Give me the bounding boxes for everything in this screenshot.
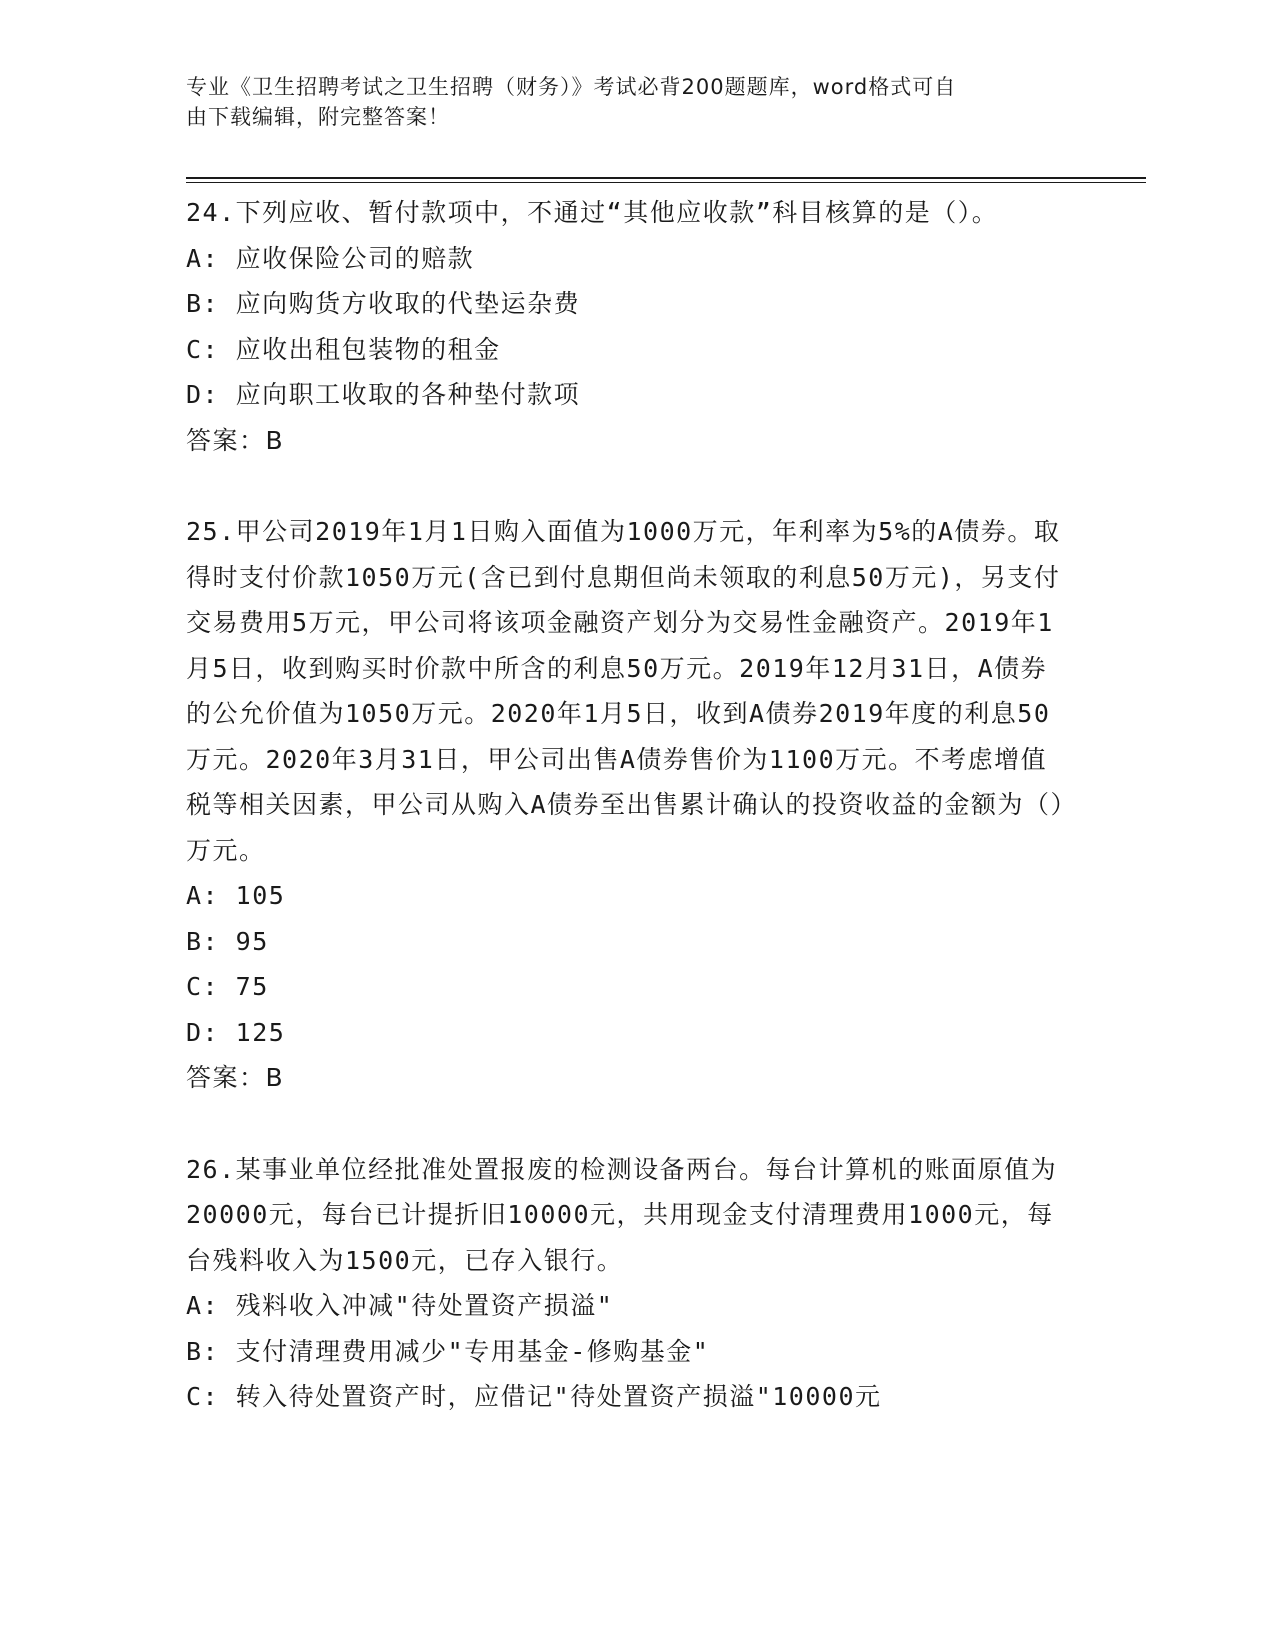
option-c: C: 75: [186, 972, 269, 1001]
question-24: [186, 190, 1066, 463]
option-c: C: 应收出租包装物的租金: [186, 334, 501, 364]
option-b: B: 95: [186, 926, 269, 956]
option-a: A: 105: [186, 881, 286, 910]
question-stem: 26.某事业单位经批准处置报废的检测设备两台。每台计算机的账面原值为20000元，每台已计提折旧10000元，共用现金支付清理费用1000元，每台残料收入为1500元，已存入银行。: [186, 1154, 1058, 1275]
document-header: [186, 72, 1066, 132]
option-c: C: 转入待处置资产时，应借记"待处置资产损溢"10000元: [186, 1382, 882, 1411]
option-b: B: 应向购货方收取的代垫运杂费: [186, 289, 581, 318]
option-b: B: 支付清理费用减少"专用基金-修购基金": [186, 1336, 710, 1366]
header-line-2: 由下载编辑，附完整答案！: [186, 105, 450, 129]
header-divider-thick: [186, 177, 1146, 179]
question-stem: 25.甲公司2019年1月1日购入面值为1000万元，年利率为5%的A债券。取得时支付价款1050万元(含已到付息期但尚未领取的利息50万元)，另支付交易费用5万元，甲公司将该项金融资产划分为交易性金融资产。2019年1月5日，收到购买时价款中所含的利息50万元。2019年12月31日，A债券的公允价值为1050万元。2020年1月5日，收到A债券2019年度的利息50万元。2020年3月31日，甲公司出售A债券售价为1100万元。不考虑增值税等相关因素，甲公司从购入A债券至出售累计确认的投资收益的金额为（）万元。: [186, 517, 1065, 865]
question-26: [186, 1147, 1066, 1420]
option-a: A: 应收保险公司的赔款: [186, 243, 475, 273]
header-divider-thin: [186, 182, 1146, 183]
answer-line: 答案：B: [186, 1063, 285, 1092]
question-25: [186, 509, 1066, 1101]
header-line-1: 专业《卫生招聘考试之卫生招聘（财务）》考试必背200题题库，word格式可自: [186, 75, 957, 99]
answer-line: 答案：B: [186, 425, 285, 455]
question-list: [186, 190, 1066, 1420]
option-d: D: 125: [186, 1017, 286, 1047]
question-stem: 24.下列应收、暂付款项中，不通过“其他应收款”科目核算的是（）。: [186, 198, 999, 227]
option-a: A: 残料收入冲减"待处置资产损溢": [186, 1291, 614, 1320]
option-d: D: 应向职工收取的各种垫付款项: [186, 380, 581, 409]
